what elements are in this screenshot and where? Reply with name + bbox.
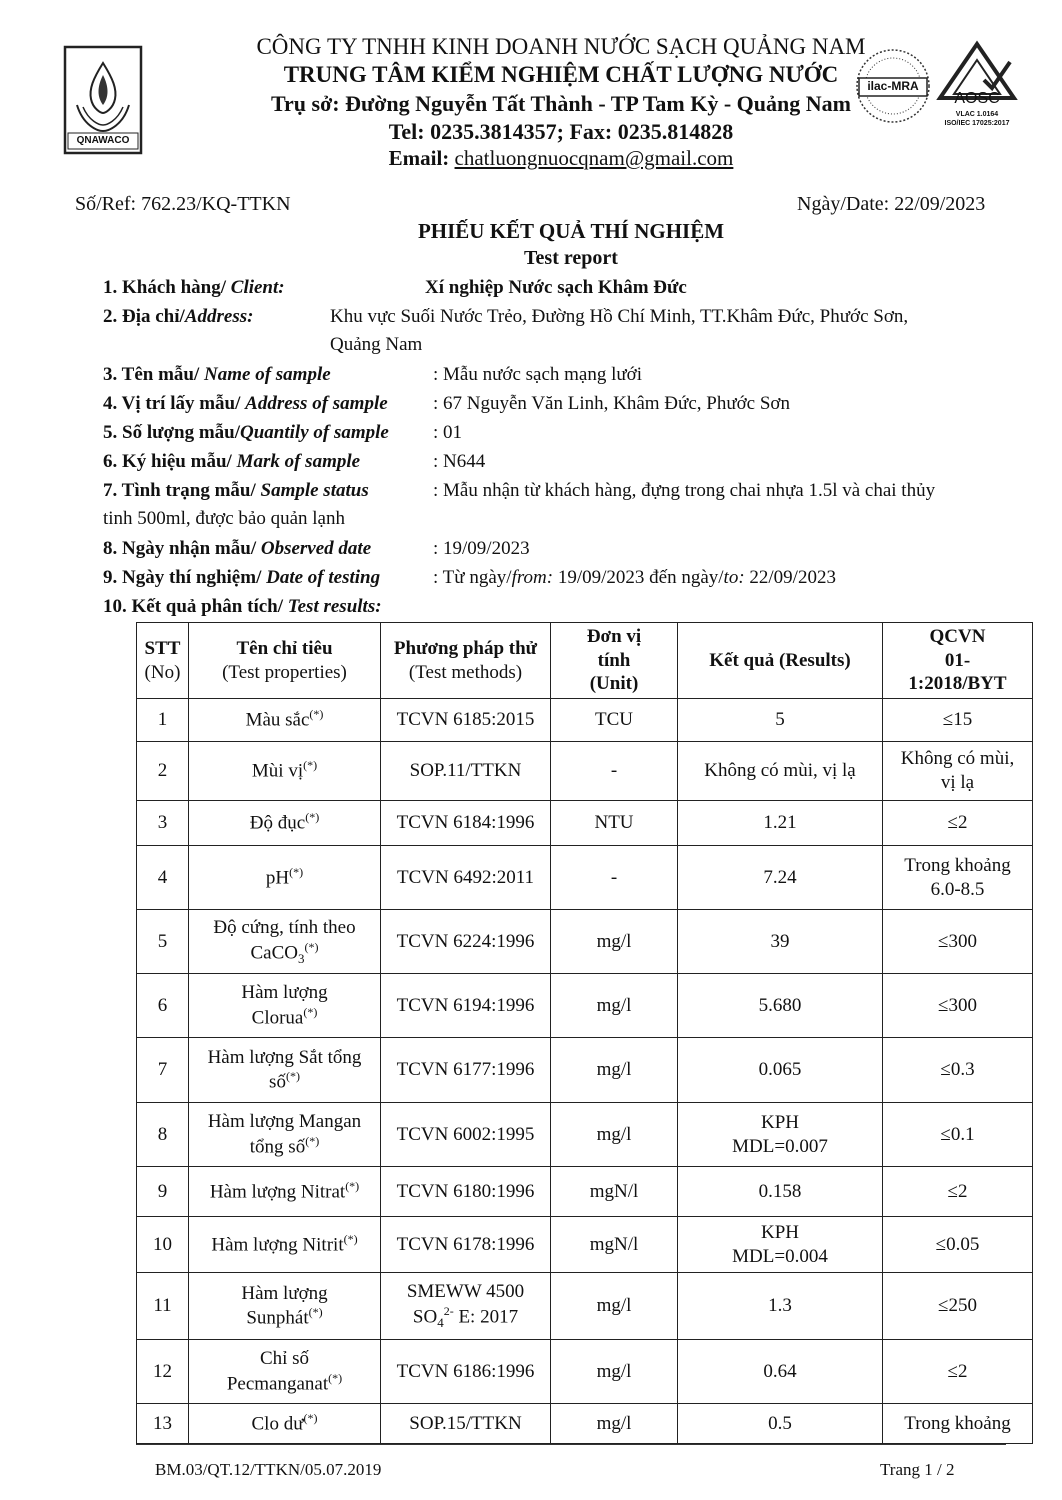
- sample-quantity-value: : 01: [433, 422, 463, 443]
- vilas-text: VLAC 1.0164: [955, 111, 999, 118]
- row-standard: ≤0.1: [883, 1103, 1033, 1167]
- row-standard: ≤2: [883, 1340, 1033, 1404]
- row-result: 1.3: [678, 1273, 883, 1340]
- row-number: 8: [137, 1103, 189, 1167]
- row-standard: ≤300: [883, 974, 1033, 1038]
- row-unit: NTU: [551, 801, 678, 846]
- row-unit: mg/l: [551, 1273, 678, 1340]
- row-property: Hàm lượng Nitrat(*): [189, 1167, 381, 1217]
- sample-status-value-line2: tinh 500ml, được bảo quản lạnh: [103, 508, 345, 529]
- row-number: 1: [137, 699, 189, 742]
- ilac-text: ilac-MRA: [867, 79, 919, 93]
- reference-number: Số/Ref: 762.23/KQ-TTKN: [75, 193, 291, 215]
- row-method: TCVN 6002:1995: [381, 1103, 551, 1167]
- row-method: TCVN 6194:1996: [381, 974, 551, 1038]
- company-tel: Tel: 0235.3814357; Fax: 0235.814828: [388, 119, 734, 144]
- row-number: 9: [137, 1167, 189, 1217]
- row-unit: mg/l: [551, 974, 678, 1038]
- row-method: TCVN 6492:2011: [381, 846, 551, 910]
- row-number: 7: [137, 1038, 189, 1103]
- row-method: TCVN 6185:2015: [381, 699, 551, 742]
- sample-status-label: 7. Tình trạng mẫu/ Sample status: [103, 480, 369, 501]
- row-result: 5.680: [678, 974, 883, 1038]
- client-row: [103, 277, 285, 299]
- row-number: 11: [137, 1273, 189, 1340]
- table-row: [137, 1273, 1033, 1340]
- testing-date-value: : Từ ngày/from: 19/09/2023 đến ngày/to: 22/09/2023: [433, 567, 836, 588]
- logo-text: QNAWACO: [76, 135, 130, 146]
- center-name: TRUNG TÂM KIỂM NGHIỆM CHẤT LƯỢNG NƯỚC: [283, 62, 839, 87]
- table-row: [137, 846, 1033, 910]
- row-property: Hàm lượng Mangan tổng số(*): [189, 1103, 381, 1167]
- row-unit: mg/l: [551, 1340, 678, 1404]
- row-property: Hàm lượng Sắt tổng số(*): [189, 1038, 381, 1103]
- row-method: SOP.11/TTKN: [381, 742, 551, 801]
- header-result: Kết quả (Results): [678, 623, 883, 699]
- row-unit: mgN/l: [551, 1167, 678, 1217]
- row-property: pH(*): [189, 846, 381, 910]
- row-number: 12: [137, 1340, 189, 1404]
- row-property: Clo dư(*): [189, 1404, 381, 1444]
- row-standard: Trong khoảng 6.0-8.5: [883, 846, 1033, 910]
- row-standard: ≤2: [883, 1167, 1033, 1217]
- ilac-mra-logo: [853, 44, 933, 128]
- sample-name-label: 3. Tên mẫu/ Name of sample: [103, 364, 331, 385]
- company-address: Trụ sở: Đường Nguyễn Tất Thành - TP Tam Kỳ - Quảng Nam: [271, 91, 851, 116]
- row-number: 10: [137, 1217, 189, 1273]
- row-standard: ≤0.05: [883, 1217, 1033, 1273]
- client-value: Xí nghiệp Nước sạch Khâm Đức: [425, 277, 687, 298]
- row-unit: mg/l: [551, 1103, 678, 1167]
- sample-mark-label: 6. Ký hiệu mẫu/ Mark of sample: [103, 451, 361, 472]
- table-row: [137, 1167, 1033, 1217]
- row-result: 0.065: [678, 1038, 883, 1103]
- row-method: TCVN 6180:1996: [381, 1167, 551, 1217]
- page-number: Trang 1 / 2: [880, 1460, 955, 1479]
- row-method: SMEWW 4500 $SO_4^{2-}$ E: 2017: [381, 1273, 551, 1340]
- observed-date-label: 8. Ngày nhận mẫu/ Observed date: [103, 538, 372, 559]
- row-unit: mgN/l: [551, 1217, 678, 1273]
- report-title-vi: PHIẾU KẾT QUẢ THÍ NGHIỆM: [417, 219, 725, 243]
- address-label: 2. Địa chỉ/Address:: [103, 306, 254, 327]
- row-number: 2: [137, 742, 189, 801]
- row-unit: mg/l: [551, 1038, 678, 1103]
- observed-date-value: : 19/09/2023: [433, 538, 530, 559]
- row-unit: -: [551, 846, 678, 910]
- row-result: 5: [678, 699, 883, 742]
- header-test-property: Tên chỉ tiêu (Test properties): [189, 623, 381, 699]
- row-property: Mùi vị(*): [189, 742, 381, 801]
- row-unit: mg/l: [551, 910, 678, 974]
- row-result: 0.64: [678, 1340, 883, 1404]
- row-method: TCVN 6224:1996: [381, 910, 551, 974]
- row-result: 0.5: [678, 1404, 883, 1444]
- footer-divider: [136, 1444, 1006, 1445]
- sample-name-value: : Mẫu nước sạch mạng lưới: [433, 364, 643, 385]
- table-header-row: [137, 623, 1033, 699]
- table-row: [137, 1217, 1033, 1273]
- row-number: 3: [137, 801, 189, 846]
- row-method: TCVN 6177:1996: [381, 1038, 551, 1103]
- row-property: Độ cứng, tính theo CaCO$_3$(*): [189, 910, 381, 974]
- address-value-line1: Khu vực Suối Nước Trẻo, Đường Hồ Chí Minh, TT.Khâm Đức, Phước Sơn,: [330, 306, 909, 327]
- row-property: Màu sắc(*): [189, 699, 381, 742]
- row-number: 5: [137, 910, 189, 974]
- testing-date-label: 9. Ngày thí nghiệm/ Date of testing: [103, 567, 381, 588]
- row-property: Chỉ số Pecmanganat(*): [189, 1340, 381, 1404]
- table-row: [137, 1038, 1033, 1103]
- row-property: Hàm lượng Sunphát(*): [189, 1273, 381, 1340]
- header-test-method: Phương pháp thử (Test methods): [381, 623, 551, 699]
- sample-quantity-label: 5. Số lượng mẫu/Quantily of sample: [103, 422, 389, 443]
- sample-mark-value: : N644: [433, 451, 486, 472]
- header-unit: Đơn vị tính (Unit): [551, 623, 678, 699]
- results-table: [136, 622, 1033, 1444]
- report-title-en: Test report: [524, 247, 618, 269]
- row-result: Không có mùi, vị lạ: [678, 742, 883, 801]
- row-standard: ≤250: [883, 1273, 1033, 1340]
- row-method: TCVN 6186:1996: [381, 1340, 551, 1404]
- table-row: [137, 1404, 1033, 1444]
- company-email-line: [30, 146, 1062, 171]
- header-stt: STT (No): [137, 623, 189, 699]
- table-row: [137, 801, 1033, 846]
- row-standard: ≤15: [883, 699, 1033, 742]
- row-result: KPH MDL=0.007: [678, 1103, 883, 1167]
- table-row: [137, 1103, 1033, 1167]
- email-link[interactable]: chatluongnuocqnam@gmail.com: [454, 146, 734, 170]
- table-row: [137, 1340, 1033, 1404]
- row-standard: ≤300: [883, 910, 1033, 974]
- row-result: 1.21: [678, 801, 883, 846]
- table-row: [137, 974, 1033, 1038]
- table-row: [137, 699, 1033, 742]
- sample-location-label: 4. Vị trí lấy mẫu/ Address of sample: [103, 393, 388, 414]
- address-value-line2: Quảng Nam: [330, 334, 423, 355]
- header-standard: QCVN 01- 1:2018/BYT: [883, 623, 1033, 699]
- row-property: Hàm lượng Clorua(*): [189, 974, 381, 1038]
- table-row: [137, 742, 1033, 801]
- row-property: Độ đục(*): [189, 801, 381, 846]
- row-result: 39: [678, 910, 883, 974]
- form-code: BM.03/QT.12/TTKN/05.07.2019: [155, 1460, 382, 1479]
- row-unit: mg/l: [551, 1404, 678, 1444]
- row-unit: -: [551, 742, 678, 801]
- row-number: 6: [137, 974, 189, 1038]
- sample-location-value: : 67 Nguyễn Văn Linh, Khâm Đức, Phước Sơn: [433, 393, 790, 414]
- row-method: TCVN 6178:1996: [381, 1217, 551, 1273]
- row-standard: ≤0.3: [883, 1038, 1033, 1103]
- report-date: Ngày/Date: 22/09/2023: [797, 193, 986, 215]
- row-number: 13: [137, 1404, 189, 1444]
- row-number: 4: [137, 846, 189, 910]
- client-label: 1. Khách hàng/ Client:: [103, 277, 285, 298]
- row-result: 0.158: [678, 1167, 883, 1217]
- email-label: Email:: [388, 146, 450, 170]
- table-row: [137, 910, 1033, 974]
- row-result: 7.24: [678, 846, 883, 910]
- row-method: SOP.15/TTKN: [381, 1404, 551, 1444]
- row-result: KPH MDL=0.004: [678, 1217, 883, 1273]
- test-results-label: 10. Kết quả phân tích/ Test results:: [103, 596, 382, 617]
- sample-status-value-line1: : Mẫu nhận từ khách hàng, đựng trong chai nhựa 1.5l và chai thủy: [433, 480, 936, 501]
- row-unit: TCU: [551, 699, 678, 742]
- aosc-logo: [932, 40, 1022, 136]
- row-standard: ≤2: [883, 801, 1033, 846]
- row-method: TCVN 6184:1996: [381, 801, 551, 846]
- row-standard: Trong khoảng: [883, 1404, 1033, 1444]
- iso-text: ISO/IEC 17025:2017: [944, 120, 1010, 127]
- row-property: Hàm lượng Nitrit(*): [189, 1217, 381, 1273]
- aosc-text: AOSC: [954, 90, 1000, 107]
- row-standard: Không có mùi, vị lạ: [883, 742, 1033, 801]
- company-name: CÔNG TY TNHH KINH DOANH NƯỚC SẠCH QUẢNG NAM: [256, 34, 866, 59]
